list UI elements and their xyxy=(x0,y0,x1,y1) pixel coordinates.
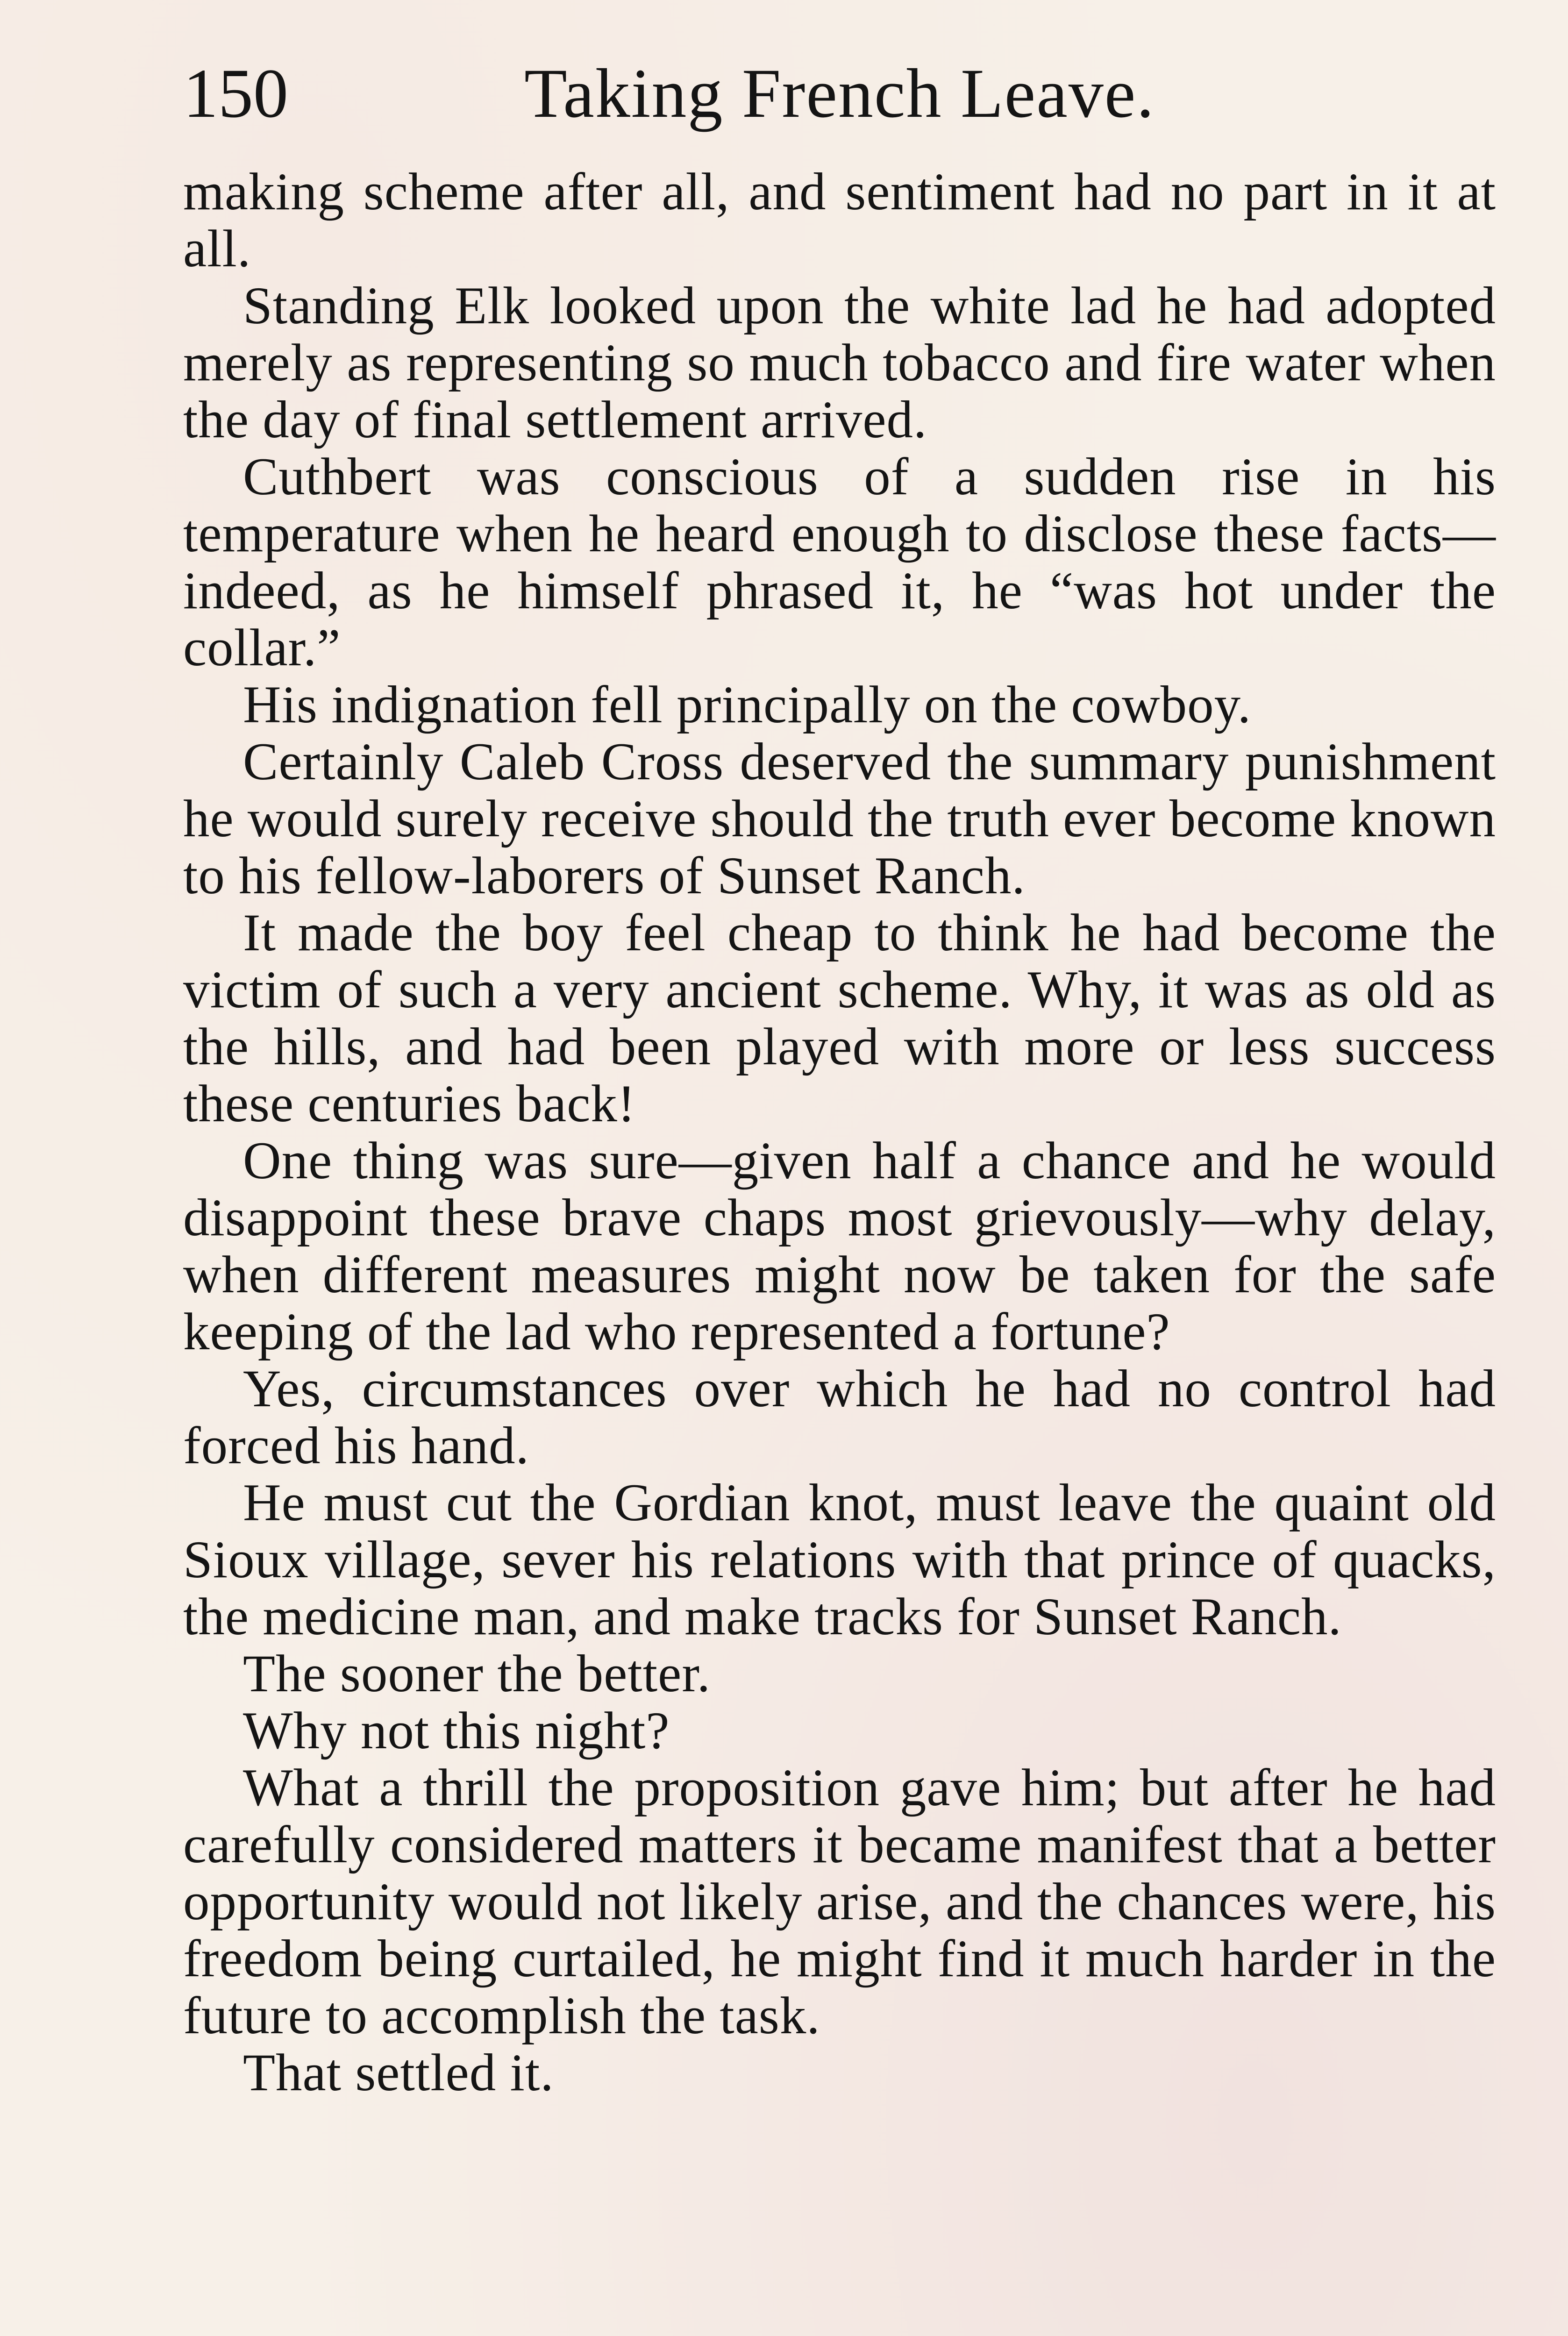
page-number: 150 xyxy=(183,55,288,132)
paragraph: It made the boy feel cheap to think he had become the victim of such a very ancient scheme. Why, it was as old as the hills, and had been played with more or less success these centuries back! xyxy=(183,904,1496,1133)
paragraph: He must cut the Gordian knot, must leave the quaint old Sioux village, sever his relations with that prince of quacks, the medicine man, and make tracks for Sunset Ranch. xyxy=(183,1474,1496,1646)
paragraph: Yes, circumstances over which he had no control had forced his hand. xyxy=(183,1360,1496,1475)
paragraph: His indignation fell principally on the cowboy. xyxy=(243,676,1252,734)
running-header xyxy=(183,51,1496,135)
paragraph: The sooner the better. xyxy=(243,1645,711,1703)
paragraph: Standing Elk looked upon the white lad he had adopted merely as representing so much tobacco and fire water when the day of final settlement arrived. xyxy=(183,277,1496,449)
paragraph: Cuthbert was conscious of a sudden rise in his temperature when he heard enough to disclose these facts—indeed, as he himself phrased it, he “was hot under the collar.” xyxy=(183,448,1496,677)
paragraph: making scheme after all, and sentiment had no part in it at all. xyxy=(183,163,1496,278)
paragraph: Certainly Caleb Cross deserved the summary punishment he would surely receive should the truth ever become known to his fellow-laborers of Sunset Ranch. xyxy=(183,733,1496,905)
paragraph: One thing was sure—given half a chance and he would disappoint these brave chaps most grievously—why delay, when different measures might now be taken for the safe keeping of the lad who represented a fortune? xyxy=(183,1132,1496,1361)
paragraph: Why not this night? xyxy=(243,1702,670,1760)
paragraph: That settled it. xyxy=(243,2044,554,2102)
body-text xyxy=(183,164,1496,2101)
running-title: Taking French Leave. xyxy=(524,55,1155,132)
paragraph: What a thrill the proposition gave him; but after he had carefully considered matters it became manifest that a better opportunity would not likely arise, and the chances were, his freedom being curtailed, he might find it much harder in the future to accomplish the task. xyxy=(183,1759,1496,2045)
